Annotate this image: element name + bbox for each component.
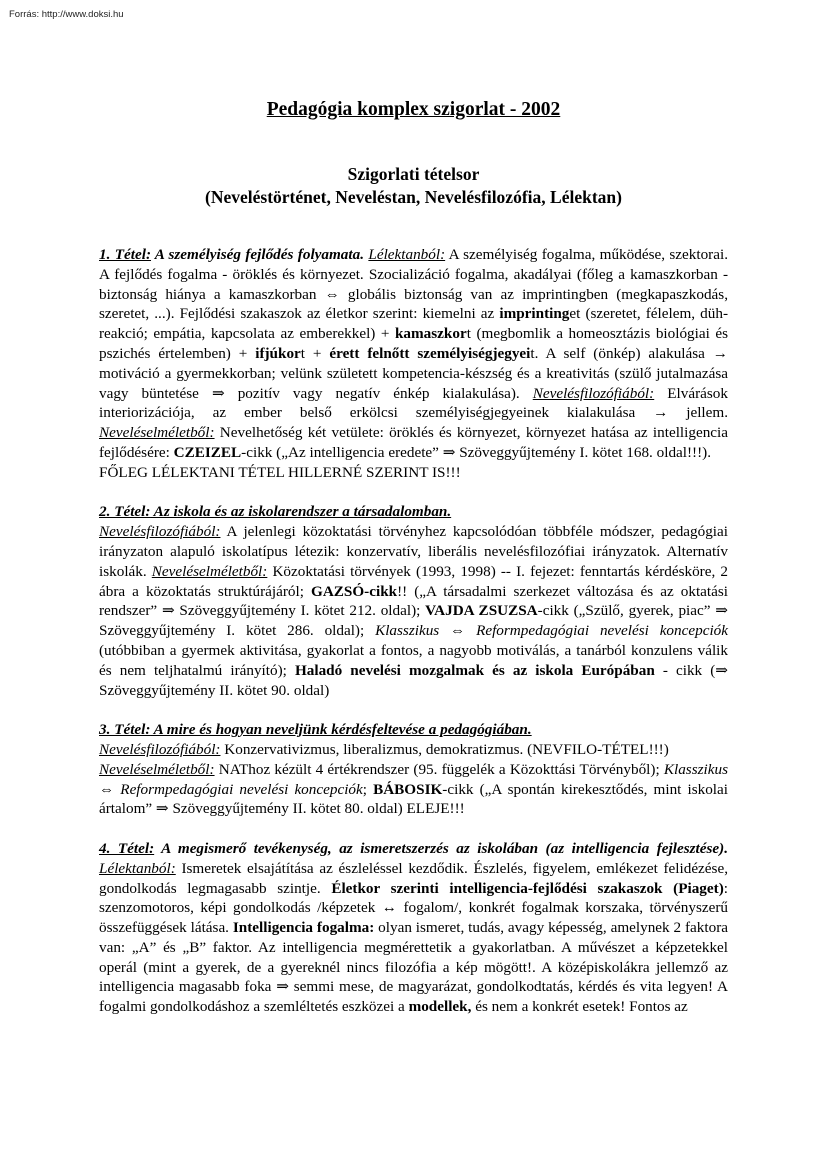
section-3-title: A mire és hogyan neveljünk kérdésfeltevése a pedagógiában. bbox=[150, 721, 532, 739]
section-1-label: 1. Tétel: bbox=[99, 246, 152, 263]
subject-lelektan: Lélektanból: bbox=[99, 859, 176, 877]
section-2: 2. Tétel: Az iskola és az iskolarendszer a társadalomban. Nevelésfilozófiából: A jelenlegi közoktatási törvényhez kapcsolódóan többféle módszer, pedagógiai irányzaton alapuló iskolatípus létezik: konzervatív, liberális nevelésfilozófiai irányzatok. Alternatív iskolák. Neveléselméletből: Közoktatási törvények (1993, 1998) -- I. fejezet: fenntartás kérdésköre, 2 ábra a közoktatás struktúrájáról; GAZSÓ-cikk!! („A társadalmi szerkezet változása és az oktatási rendszer” ⇒ Szöveggyűjtemény I. kötet 212. oldal); VAJDA ZSUZSA-cikk („Szülő, gyerek, piac” ⇒ Szöveggyűjtemény I. kötet 286. oldal); Klasszikus ⇔ Reformpedagógiai nevelési koncepciók (utóbbiban a gyermek aktivitása, gyakorlat a fontos, a nagyobb motiválás, a tanárból konzulens válik és nem teljhatalmú irányító); Haladó nevelési mozgalmak és az iskola Európában - cikk (⇒ Szöveggyűjtemény II. kötet 90. oldal) bbox=[99, 503, 728, 699]
subtitle-subjects: (Neveléstörténet, Neveléstan, Nevelésfilozófia, Lélektan) bbox=[205, 187, 622, 207]
section-2-label: 2. Tétel: bbox=[99, 503, 151, 521]
section-4-label: 4. Tétel: bbox=[99, 839, 155, 857]
document-body bbox=[99, 245, 728, 1037]
subject-neveleselmelet: Neveléselméletből: bbox=[99, 424, 215, 442]
subject-nevelesfilozofia: Nevelésfilozófiából: bbox=[99, 523, 221, 541]
subject-neveleselmelet: Neveléselméletből: bbox=[99, 760, 215, 778]
section-1-note: FŐLEG LÉLEKTANI TÉTEL HILLERNÉ SZERINT IS!!! bbox=[99, 463, 461, 481]
section-1: 1. Tétel: A személyiség fejlődés folyamata. Lélektanból: A személyiség fogalma, működése, szektorai. A fejlődés fogalma - öröklés és környezet. Szocializáció fogalma, akadályai (főleg a kamaszkorban - biztonság hiánya a kamaszkorban ⇔ globális biztonság van az imprintingben (megkapaszkodás, szeretet, ...). Fejlődési szakaszok az életkor szerint: kiemelni az imprintinget (szeretet, félelem, düh-reakció; empátia, kapcsolata az emberekkel) + kamaszkort (megbomlik a homeosztázis biológiai és pszichés értelemben) + ifjúkort + érett felnőtt személyiségjegyeit. A self (önkép) alakulása → motiváció a gyermekkorban; velünk született kompetencia-készség és a kreativitás (szülő jutalmazása vagy büntetése ⇒ pozitív vagy negatív énkép kialakulása). Nevelésfilozófiából: Elvárások interiorizációja, az ember belső erkölcsi személyiségjegyeinek kialakulása → jellem. Neveléselméletből: Nevelhetőség két vetülete: öröklés és környezet, környezet hatása az intelligencia fejlődésére: CZEIZEL-cikk („Az intelligencia eredete” ⇒ Szöveggyűjtemény I. kötet 168. oldal!!!). FŐLEG LÉLEKTANI TÉTEL HILLERNÉ SZERINT IS!!! bbox=[99, 246, 729, 481]
subject-nevelesfilozofia: Nevelésfilozófiából: bbox=[99, 740, 221, 758]
section-4: 4. Tétel: A megismerő tevékenység, az ismeretszerzés az iskolában (az intelligencia fejlesztése). Lélektanból: Ismeretek elsajátítása az észleléssel kezdődik. Észlelés, figyelem, emlékezet felidézése, gondolkodás legmagasabb szintje. Életkor szerinti intelligencia-fejlődési szakaszok (Piaget): szenzomotoros, képi gondolkodás /képzetek ↔ fogalom/, konkrét fogalmak korszaka, törvényszerű összefüggések látása. Intelligencia fogalma: olyan ismeret, tudás, avagy képesség, amelynek 2 faktora van: „A” és „B” faktor. Az intelligencia megmérettetik a gyakorlatban. A művészet a képzetekkel operál (mint a gyerek, de a gyereknél nincs filozófia a kép mögött!. A középiskolákra jellemző az intelligencia magasabb foka ⇒ semmi mese, de magyarázat, gondolkodtatás, kérdés és vita legyen! A fogalmi gondolkodáshoz a szemléltetés eszközei a modellek, és nem a konkrét esetek! Fontos az bbox=[99, 839, 728, 1016]
subject-nevelesfilozofia: Nevelésfilozófiából: bbox=[532, 384, 655, 402]
section-2-title: Az iskola és az iskolarendszer a társadalomban. bbox=[150, 503, 452, 521]
source-url: Forrás: http://www.doksi.hu bbox=[9, 9, 124, 20]
subtitle: Szigorlati tételsor bbox=[347, 164, 480, 184]
section-1-title: A személyiség fejlődés folyamata. bbox=[151, 246, 365, 263]
section-3: 3. Tétel: A mire és hogyan neveljünk kérdésfeltevése a pedagógiában. Nevelésfilozófiából: Konzervativizmus, liberalizmus, demokratizmus. (NEVFILO-TÉTEL!!!) Neveléselméletből: NAThoz kézült 4 értékrendszer (95. függelék a Közokttási Törvényből); Klasszikus ⇔ Reformpedagógiai nevelési koncepciók; BÁBOSIK-cikk („A spontán kirekesztődés, mint iskolai ártalom” ⇒ Szöveggyűjtemény II. kötet 80. oldal) ELEJE!!! bbox=[99, 721, 728, 818]
section-3-label: 3. Tétel: bbox=[99, 721, 151, 739]
page-title: Pedagógia komplex szigorlat - 2002 bbox=[266, 99, 561, 120]
subject-neveleselmelet: Neveléselméletből: bbox=[151, 562, 268, 580]
section-4-title: A megismerő tevékenység, az ismeretszerzés az iskolában (az intelligencia fejlesztése). bbox=[154, 839, 728, 857]
subject-lelektan: Lélektanból: bbox=[368, 246, 446, 263]
